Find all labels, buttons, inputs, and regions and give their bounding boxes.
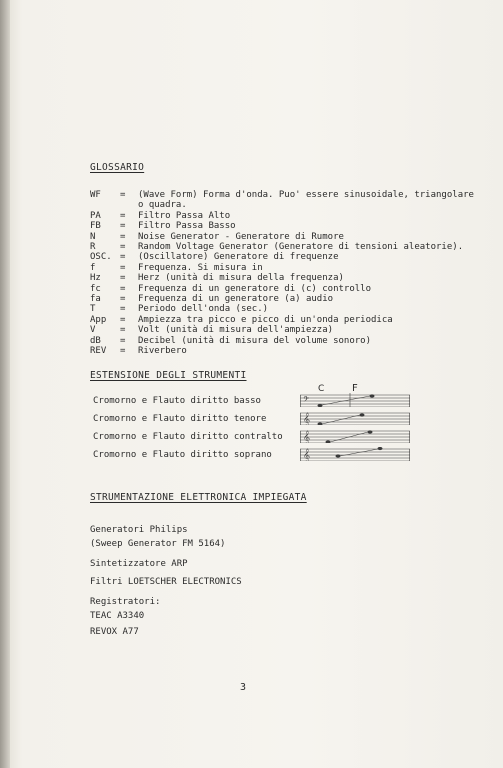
glossary-abbr: fc <box>90 283 101 294</box>
glossary-entry <box>90 221 480 231</box>
glossary-equals: = <box>120 283 126 294</box>
glossary-entry <box>90 242 480 252</box>
glossary-equals: = <box>120 273 126 284</box>
instrument-row-label: Cromorno e Flauto diritto tenore <box>93 414 267 424</box>
glossary-equals: = <box>120 294 126 305</box>
glossary-definition: Decibel (unità di misura del volume sonoro) <box>138 335 371 346</box>
glossary-definition: Periodo dell'onda (sec.) <box>138 304 269 315</box>
glossary-definition: Frequenza di un generatore di (c) controllo <box>138 283 371 294</box>
glossary-definition: Random Voltage Generator (Generatore di tensioni aleatorie). <box>138 242 464 253</box>
glossary-entry <box>90 315 480 325</box>
glossary-equals: = <box>120 221 126 232</box>
glossary-definition: (Wave Form) Forma d'onda. Puo' essere sinusoidale, triangolare o quadra. <box>138 190 474 211</box>
glossary-abbr: REV <box>90 346 107 357</box>
glossary-abbr: fa <box>90 294 101 305</box>
glossary-list <box>90 190 480 357</box>
music-staff-soprano <box>300 447 410 461</box>
glossary-equals: = <box>120 262 126 273</box>
glossary-equals: = <box>120 314 126 325</box>
glossary-definition: Frequenza di un generatore (a) audio <box>138 294 334 305</box>
glossary-entry <box>90 346 480 356</box>
glossary-equals: = <box>120 346 126 357</box>
svg-text:𝄞: 𝄞 <box>303 412 311 425</box>
svg-text:𝄞: 𝄞 <box>303 448 311 461</box>
glossary-abbr: T <box>90 304 96 315</box>
music-staff-tenor <box>300 411 410 425</box>
glossary-definition: Noise Generator - Generatore di Rumore <box>138 231 344 242</box>
glossary-abbr: FB <box>90 221 101 232</box>
electronics-line: REVOX A77 <box>90 627 139 637</box>
glossary-abbr: dB <box>90 335 101 346</box>
glossary-entry <box>90 190 480 211</box>
electronics-heading: STRUMENTAZIONE ELETTRONICA IMPIEGATA <box>90 492 307 503</box>
glossary-entry <box>90 252 480 262</box>
electronics-line: Sintetizzatore ARP <box>90 559 188 569</box>
glossary-equals: = <box>120 325 126 336</box>
glossary-abbr: App <box>90 314 107 325</box>
glossary-entry <box>90 211 480 221</box>
glossary-entry <box>90 273 480 283</box>
glossary-equals: = <box>120 242 126 253</box>
electronics-line: Filtri LOETSCHER ELECTRONICS <box>90 577 242 587</box>
glossary-entry <box>90 294 480 304</box>
glossary-equals: = <box>120 210 126 221</box>
glossary-definition: Filtro Passa Basso <box>138 221 236 232</box>
glossary-abbr: R <box>90 242 96 253</box>
instrument-row-label: Cromorno e Flauto diritto soprano <box>93 450 272 460</box>
svg-text:𝄞: 𝄞 <box>303 430 311 443</box>
electronics-line: TEAC A3340 <box>90 611 145 621</box>
glossary-entry <box>90 263 480 273</box>
glossary-abbr: OSC. <box>90 252 112 263</box>
glossary-equals: = <box>120 231 126 242</box>
staff-label-f: F <box>352 383 358 394</box>
glossary-equals: = <box>120 335 126 346</box>
staff-label-c: C <box>318 384 325 394</box>
glossary-abbr: WF <box>90 190 101 200</box>
page-number: 3 <box>240 682 247 693</box>
glossary-heading: GLOSSARIO <box>90 162 145 173</box>
glossary-entry <box>90 304 480 314</box>
glossary-abbr: Hz <box>90 273 101 284</box>
glossary-abbr: PA <box>90 210 101 221</box>
music-staff-bass <box>300 393 410 407</box>
glossary-definition: Herz (unità di misura della frequenza) <box>138 273 344 284</box>
glossary-definition: Frequenza. Si misura in <box>138 262 263 273</box>
music-staff-alto <box>300 429 410 443</box>
glossary-definition: Riverbero <box>138 346 187 357</box>
instrument-row-label: Cromorno e Flauto diritto basso <box>93 396 261 406</box>
glossary-equals: = <box>120 304 126 315</box>
instrument-row-label: Cromorno e Flauto diritto contralto <box>93 432 283 442</box>
svg-text:𝄢: 𝄢 <box>303 396 309 406</box>
glossary-definition: Filtro Passa Alto <box>138 210 231 221</box>
glossary-abbr: N <box>90 231 96 242</box>
electronics-line: Generatori Philips <box>90 525 188 535</box>
glossary-entry <box>90 336 480 346</box>
glossary-definition: (Oscillatore) Generatore di frequenze <box>138 252 339 263</box>
glossary-equals: = <box>120 252 126 263</box>
glossary-definition: Ampiezza tra picco e picco di un'onda periodica <box>138 314 393 325</box>
glossary-entry <box>90 325 480 335</box>
glossary-entry <box>90 284 480 294</box>
glossary-equals: = <box>120 190 126 200</box>
electronics-line: (Sweep Generator FM 5164) <box>90 539 226 549</box>
glossary-abbr: V <box>90 325 96 336</box>
glossary-entry <box>90 232 480 242</box>
instruments-heading: ESTENSIONE DEGLI STRUMENTI <box>90 370 247 381</box>
glossary-definition: Volt (unità di misura dell'ampiezza) <box>138 325 334 336</box>
electronics-line: Registratori: <box>90 597 161 607</box>
binding-gutter <box>0 0 10 768</box>
glossary-abbr: f <box>90 262 96 273</box>
